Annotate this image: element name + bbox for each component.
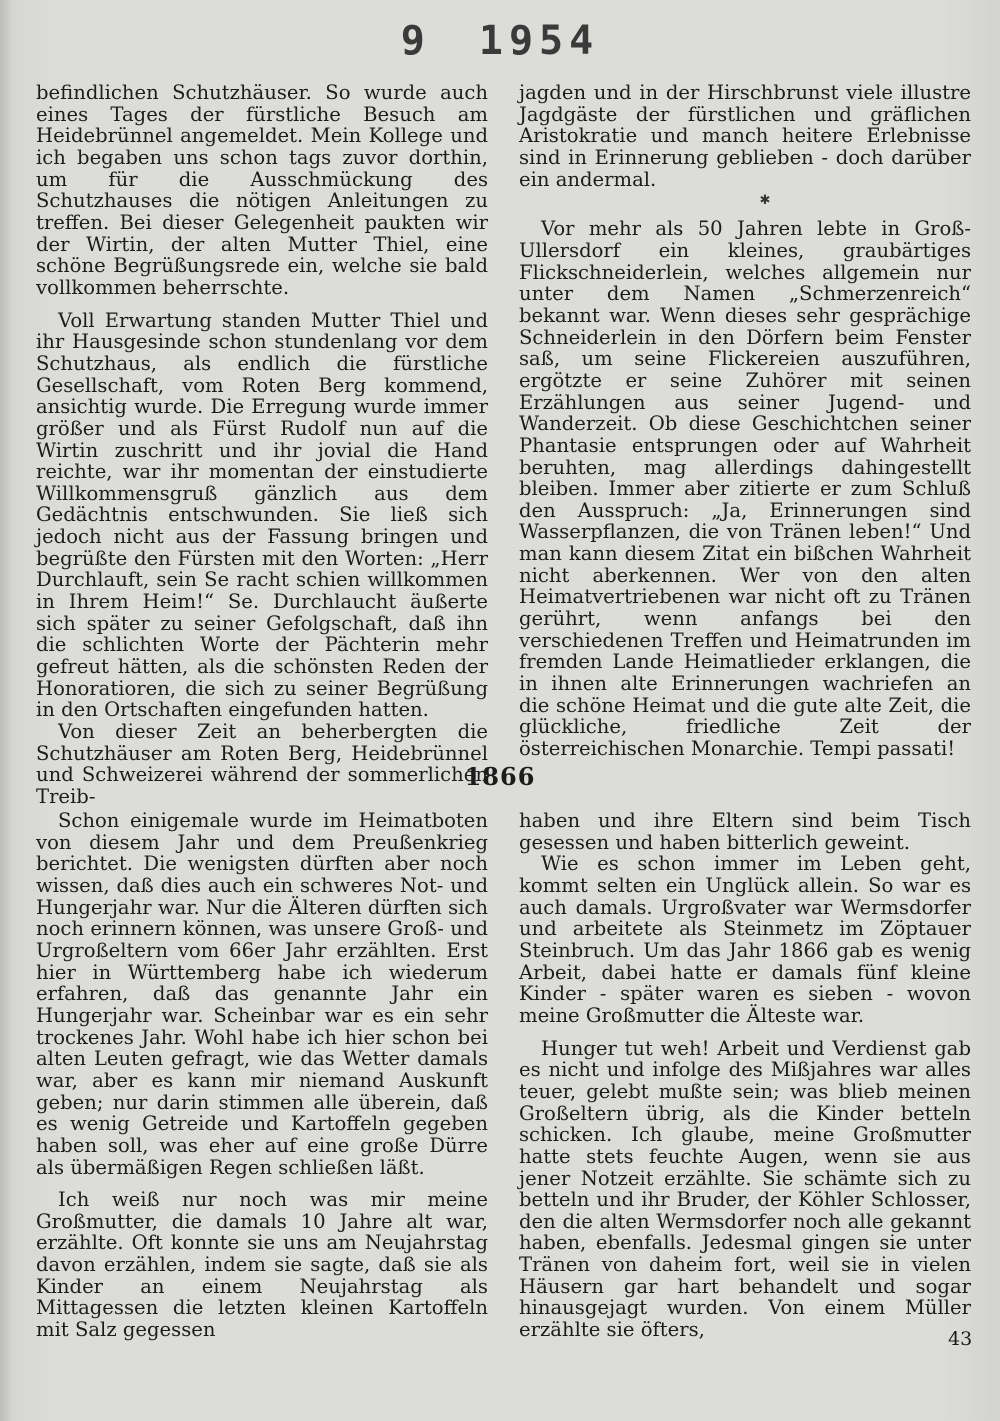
paragraph: Ich weiß nur noch was mir meine Großmutter, die damals 10 Jahre alt war, erzählte. Oft konnte sie uns am Neujahrstag davon erzählen, indem sie sagte, daß sie als Kinder an einem Neujahrstag als Mittagessen die letzten kleinen Kartoffeln mit Salz gegessen — [36, 1188, 488, 1342]
paragraph: haben und ihre Eltern sind beim Tisch gesessen und haben bitterlich geweint. — [519, 809, 971, 854]
paragraph: Wie es schon immer im Leben geht, kommt selten ein Unglück allein. So war es auch damals. Urgroßvater war Wermsdorfer und arbeitete als Steinmetz im Zöptauer Steinbruch. Um das Jahr 1866 gab es wenig Arbeit, dabei hatte er damals fünf kleine Kinder - später waren es sieben - wovon meine Großmutter die Älteste war. — [519, 852, 971, 1027]
stamp-issue-number: 9 — [400, 18, 431, 64]
paragraph: Vor mehr als 50 Jahren lebte in Groß-Ullersdorf ein kleines, graubärtiges Flickschneiderlein, welches allgemein nur unter dem Namen „Schmerzenreich“ bekannt war. Wenn dieses sehr gesprächige Schneiderlein in den Dörfern beim Fenster saß, um seine Flickereien auszuführen, ergötzte er seine Zuhörer mit seinen Erzählungen aus seiner Jugend- und Wanderzeit. Ob diese Geschichtchen seiner Phantasie entsprungen oder auf Wahrheit beruhten, mag allerdings dahingestellt bleiben. Immer aber zitierte er zum Schluß den Ausspruch: „Ja, Erinnerungen sind Wasserpflanzen, die von Tränen leben!“ Und man kann diesem Zitat ein bißchen Wahrheit nicht aberkennen. Wer von den alten Heimatvertriebenen war nicht oft zu Tränen gerührt, wenn anfangs bei den verschiedenen Treffen und Heimatrunden im fremden Lande Heimatlieder erklangen, die in ihnen alte Erinnerungen wachriefen an die schöne Heimat und die gute alte Zeit, die glückliche, friedliche Zeit der österreichischen Monarchie. Tempi passati! — [519, 217, 971, 761]
paragraph: befindlichen Schutzhäuser. So wurde auch eines Tages der fürstliche Besuch am Heidebrünnel angemeldet. Mein Kollege und ich begaben uns schon tags zuvor dorthin, um für die Ausschmückung des Schutzhauses die nötigen Anleitungen zu treffen. Bei dieser Gelegenheit paukten wir der Wirtin, der alten Mutter Thiel, eine schöne Begrüßungsrede ein, welche sie bald vollkommen beherrschte. — [36, 81, 488, 299]
year-stamp — [0, 18, 1000, 64]
column-bottom-left — [36, 810, 488, 1341]
paragraph: Hunger tut weh! Arbeit und Verdienst gab es nicht und infolge des Mißjahres war alles teuer, gelebt mußte sein; was blieb meinen Großeltern übrig, als die Kinder betteln schicken. Ich glaube, meine Großmutter hatte stets feuchte Augen, wenn sie aus jener Notzeit erzählte. Sie schämte sich zu betteln und ihr Bruder, der Köhler Schlosser, den die alten Wermsdorfer noch alle gekannt haben, ebenfalls. Jedesmal gingen sie unter Tränen von daheim fort, weil sie in vielen Häusern gar hart behandelt und sogar hinausgejagt wurden. Von einem Müller erzählte sie öfters, — [519, 1036, 971, 1342]
column-bottom-right — [519, 810, 971, 1341]
section-heading: 1866 — [464, 762, 536, 791]
stamp-year: 1954 — [478, 18, 600, 64]
page-number: 43 — [948, 1328, 973, 1350]
paragraph: jagden und in der Hirschbrunst viele illustre Jagdgäste der fürstlichen und gräflichen Aristokratie und manch heitere Erlebnisse sind in Erinnerung geblieben - doch darüber ein andermal. — [519, 81, 971, 191]
column-top-right — [519, 82, 971, 760]
paragraph: Schon einigemale wurde im Heimatboten von diesem Jahr und dem Preußenkrieg berichtet. Die wenigsten dürften aber noch wissen, daß dies auch ein schweres Not- und Hungerjahr war. Nur die Älteren dürften sich noch erinnern können, was unsere Groß- und Urgroßeltern vom 66er Jahr erzählten. Erst hier in Württemberg habe ich wiederum erfahren, daß das genannte Jahr ein Hungerjahr war. Scheinbar war es ein sehr trockenes Jahr. Wohl habe ich hier schon bei alten Leuten gefragt, wie das Wetter damals war, aber es kann mir niemand Auskunft geben; nur darin stimmen alle überein, daß es wenig Getreide und Kartoffeln gegeben haben soll, was eher auf eine große Dürre als übermäßigen Regen schließen läßt. — [36, 809, 488, 1179]
paragraph: Von dieser Zeit an beherbergten die Schutzhäuser am Roten Berg, Heidebrünnel und Schweizerei während der sommerlichen Treib- — [36, 720, 488, 808]
column-top-left — [36, 82, 488, 808]
paragraph: Voll Erwartung standen Mutter Thiel und ihr Hausgesinde schon stundenlang vor dem Schutzhaus, als endlich die fürstliche Gesellschaft, vom Roten Berg kommend, ansichtig wurde. Die Erregung wurde immer größer und als Fürst Rudolf nun auf die Wirtin zuschritt und ihr jovial die Hand reichte, war ihr momentan der einstudierte Willkommensgruß gänzlich aus dem Gedächtnis entschwunden. Sie ließ sich jedoch nicht aus der Fassung bringen und begrüßte den Fürsten mit den Worten: „Herr Durchlauft, sein Se racht schien willkommen in Ihrem Heim!“ Se. Durchlaucht äußerte sich später zu seiner Gefolgschaft, daß ihn die schlichten Worte der Pächterin mehr gefreut hätten, als die schönsten Reden der Honoratioren, die sich zu seiner Begrüßung in den Ortschaften eingefunden hatten. — [36, 308, 488, 722]
section-divider-star: ✱ — [759, 193, 771, 209]
